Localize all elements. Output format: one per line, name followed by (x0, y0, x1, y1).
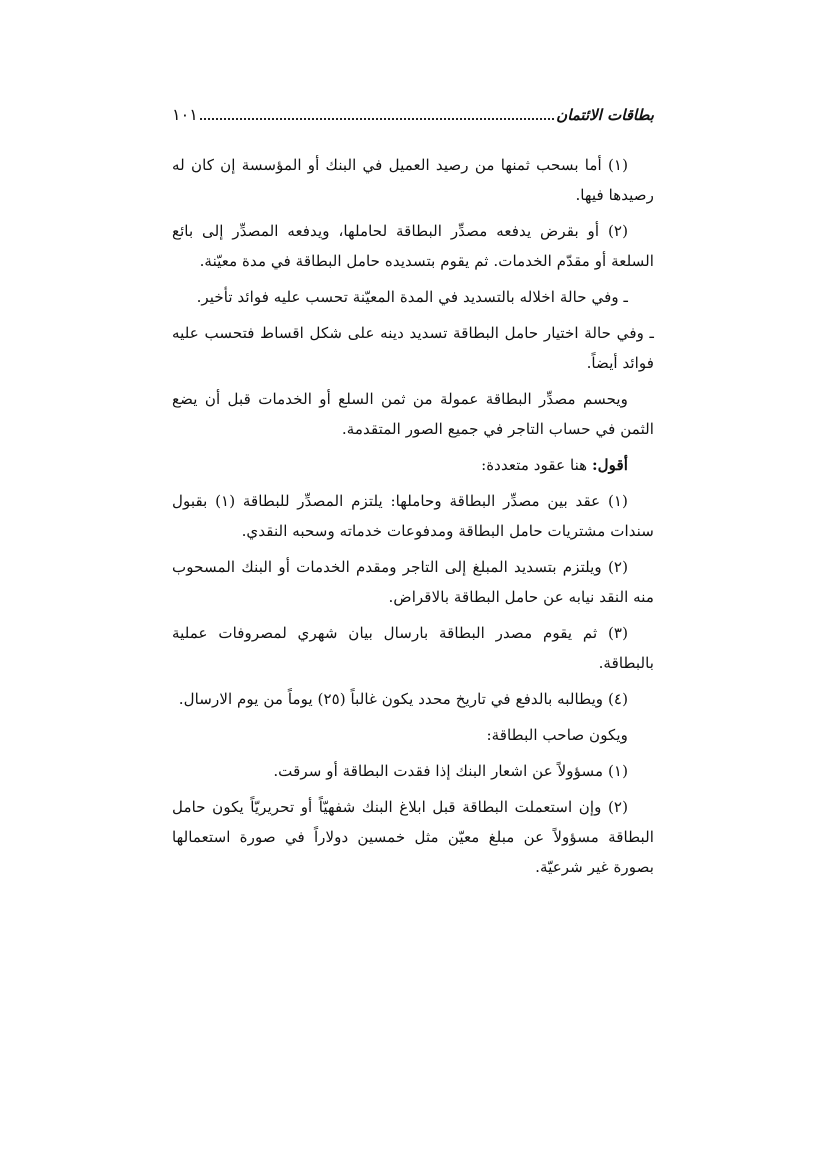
paragraph-aqul (172, 450, 654, 480)
aqul-text: هنا عقود متعددة: (481, 456, 593, 474)
paragraph-1: (١) أما بسحب ثمنها من رصيد العميل في البنك أو المؤسسة إن كان له رصيدها فيها. (172, 156, 654, 204)
paragraph-9: (٤) ويطالبه بالدفع في تاريخ محدد يكون غالباً (٢٥) يوماً من يوم الارسال. (178, 690, 628, 708)
body-text (172, 150, 654, 888)
paragraph-5: ويحسم مصدِّر البطاقة عمولة من ثمن السلع أو الخدمات قبل أن يضع الثمن في حساب التاجر في جميع الصور المتقدمة. (172, 390, 654, 438)
paragraph-3: ـ وفي حالة اخلاله بالتسديد في المدة المعيّنة تحسب عليه فوائد تأخير. (196, 288, 628, 306)
aqul-label: أقول: (592, 456, 628, 474)
paragraph-10: ويكون صاحب البطاقة: (486, 726, 628, 744)
header-title: بطاقات الائتمان (556, 106, 654, 124)
page-number: ١٠١ (172, 105, 198, 124)
paragraph-12: (٢) وإن استعملت البطاقة قبل ابلاغ البنك شفهيّاً أو تحريريّاً يكون حامل البطاقة مسؤولاً عن مبلغ معيّن مثل خمسين دولاراً في صورة استعمالها بصورة غير شرعيّة. (172, 798, 654, 876)
paragraph-11: (١) مسؤولاً عن اشعار البنك إذا فقدت البطاقة أو سرقت. (273, 762, 628, 780)
paragraph-8: (٣) ثم يقوم مصدر البطاقة بارسال بيان شهري لمصروفات عملية بالبطاقة. (172, 624, 654, 672)
running-header (172, 93, 654, 123)
paragraph-7: (٢) ويلتزم بتسديد المبلغ إلى التاجر ومقدم الخدمات أو البنك المسحوب منه النقد نيابه عن حامل البطاقة بالاقراض. (172, 558, 654, 606)
paragraph-6: (١) عقد بين مصدِّر البطاقة وحاملها: يلتزم المصدِّر للبطاقة (١) بقبول سندات مشتريات حامل البطاقة ومدفوعات خدماته وسحبه النقدي. (172, 492, 654, 540)
paragraph-2: (٢) أو بقرض يدفعه مصدِّر البطاقة لحاملها، ويدفعه المصدِّر إلى بائع السلعة أو مقدّم الخدمات. ثم يقوم بتسديده حامل البطاقة في مدة معيّنة. (172, 222, 654, 270)
paragraph-4: ـ وفي حالة اختيار حامل البطاقة تسديد دينه على شكل اقساط فتحسب عليه فوائد أيضاً. (172, 324, 654, 372)
header-dot-leader (200, 118, 554, 120)
